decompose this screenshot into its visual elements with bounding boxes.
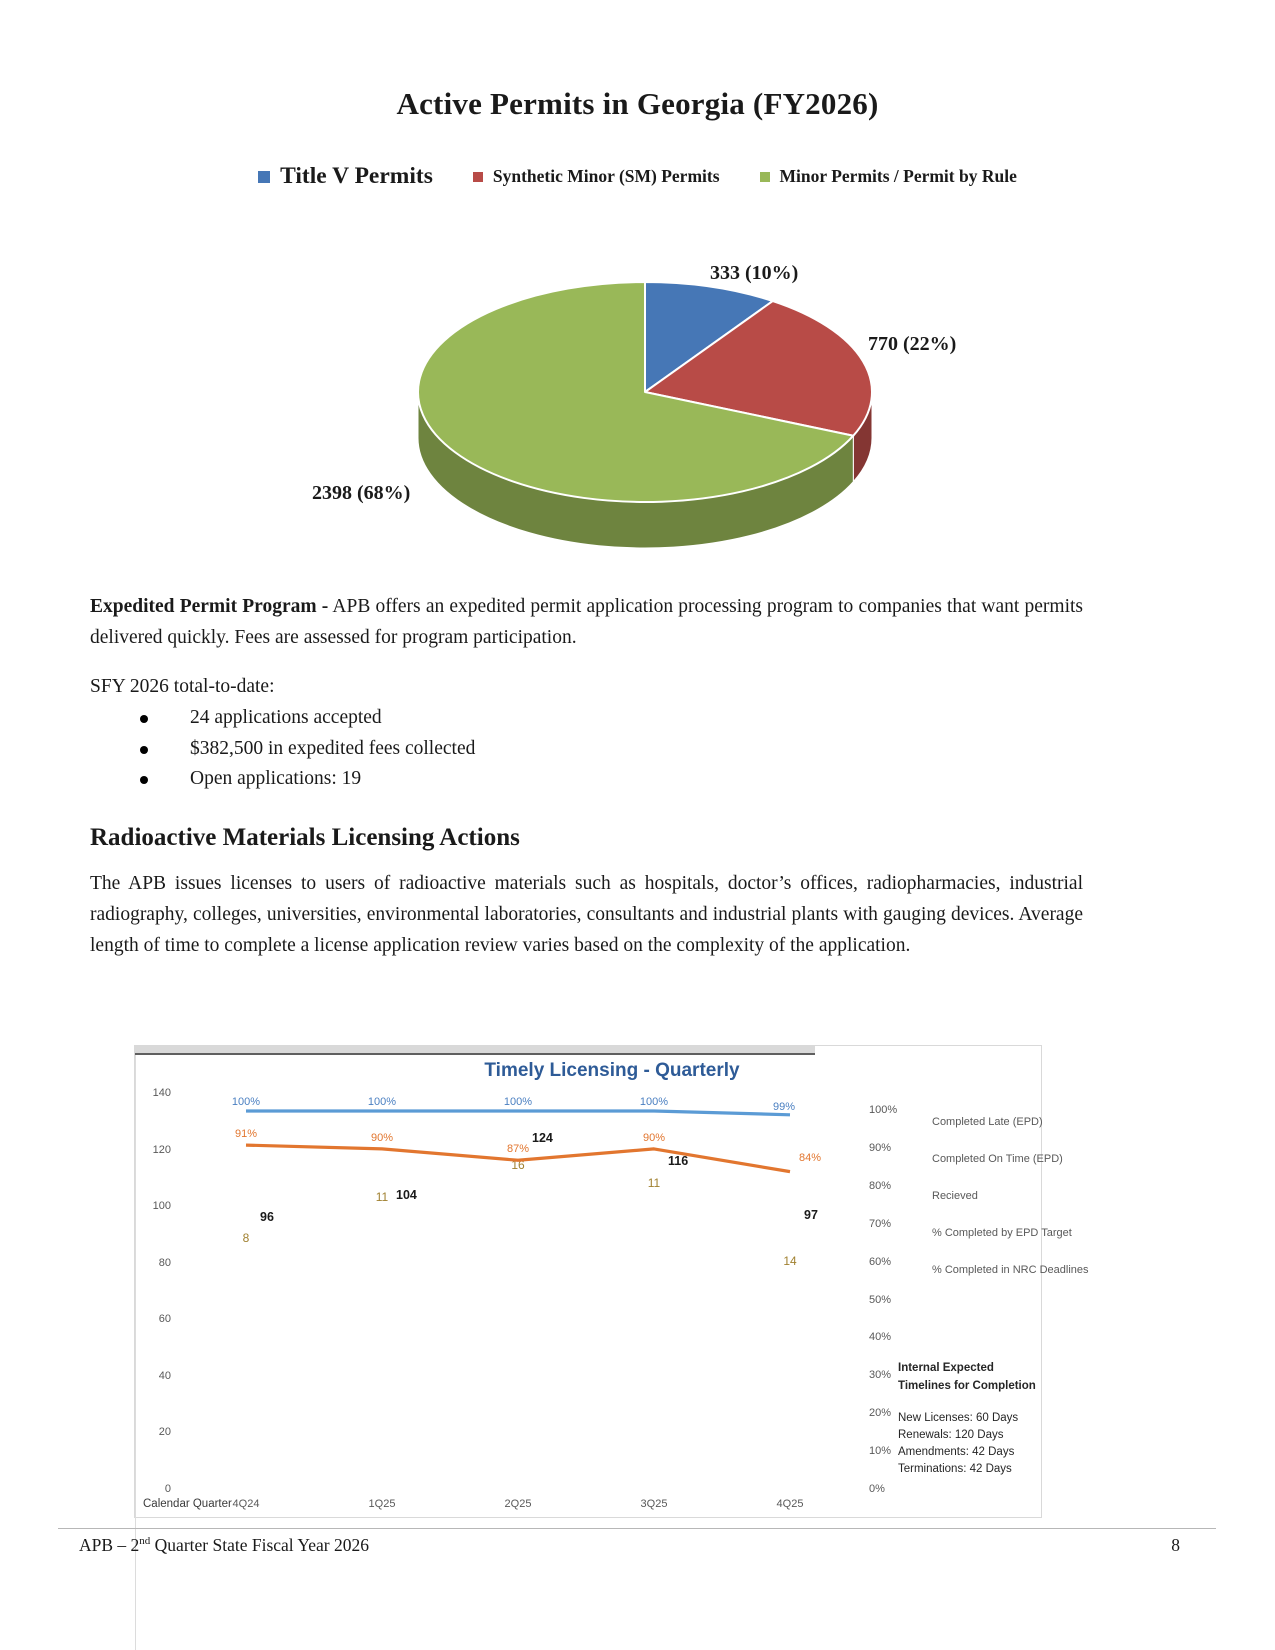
legend-label: % Completed by EPD Target — [932, 1227, 1072, 1239]
legend-label: Synthetic Minor (SM) Permits — [492, 166, 720, 186]
list-item: $382,500 in expedited fees collected — [190, 734, 475, 765]
left-axis-tick-label: 60 — [158, 1313, 171, 1326]
epd-target-point-label: 91% — [234, 1128, 258, 1141]
annotation-line: Renewals: 120 Days — [898, 1429, 1004, 1441]
chart-plot-area — [135, 1046, 1089, 1519]
right-axis-tick-label: 0% — [869, 1483, 885, 1495]
x-axis-category-label: 2Q25 — [504, 1498, 532, 1510]
legend-label: Completed Late (EPD) — [932, 1116, 1043, 1128]
bar-label-on-time: 107 — [507, 1331, 529, 1346]
annotation-line: Amendments: 42 Days — [898, 1446, 1015, 1458]
left-axis-tick-label: 100 — [152, 1200, 171, 1213]
pie-data-label: 2398 (68%) — [312, 482, 411, 504]
epd-target-point-label: 87% — [506, 1143, 530, 1156]
right-axis-tick-label: 30% — [869, 1369, 892, 1382]
radioactive-paragraph: The APB issues licenses to users of radioactive materials such as hospitals, doctor’s offices, radiopharmacies, industrial radiography, colleges, universities, environmental laboratories, consultants and industrial plants with gauging devices. Average length of time to complete a license application review varies based on the complexity of the application. — [90, 873, 1083, 956]
expedited-lead-bold: Expedited Permit Program - — [90, 596, 329, 617]
legend-label: Completed On Time (EPD) — [932, 1153, 1063, 1165]
right-axis-tick-label: 90% — [869, 1141, 892, 1154]
annotation-heading: Internal Expected — [898, 1362, 994, 1374]
timely-licensing-chart — [134, 1045, 1089, 1518]
received-value-label: 104 — [396, 1187, 417, 1202]
x-axis-category-label: 4Q25 — [776, 1498, 804, 1510]
left-axis-tick-label: 80 — [158, 1256, 171, 1269]
epd-target-point-label: 84% — [798, 1151, 822, 1164]
x-axis-category-label: 3Q25 — [640, 1498, 668, 1510]
pie-data-label: 333 (10%) — [710, 262, 799, 284]
nrc-deadline-line — [246, 1111, 790, 1115]
chart-title: Timely Licensing - Quarterly — [484, 1060, 740, 1081]
epd-target-point-label: 90% — [642, 1131, 666, 1144]
right-axis-tick-label: 80% — [869, 1179, 892, 1192]
left-axis-tick-label: 140 — [152, 1087, 171, 1099]
pie-data-label: 770 (22%) — [868, 333, 957, 355]
page-title: Active Permits in Georgia (FY2026) — [396, 86, 879, 121]
nrc-deadline-point-label: 100% — [231, 1096, 261, 1108]
list-item: Open applications: 19 — [190, 764, 475, 795]
x-axis-category-label: 4Q24 — [232, 1498, 260, 1510]
received-value-label: 97 — [804, 1207, 818, 1222]
annotation-line: New Licenses: 60 Days — [898, 1412, 1019, 1424]
bar-label-on-time: 74 — [783, 1378, 797, 1393]
left-axis-tick-label: 0 — [164, 1483, 171, 1495]
legend-label: Recieved — [932, 1190, 978, 1202]
nrc-deadline-point-label: 99% — [772, 1100, 796, 1113]
bar-label-late: 11 — [375, 1190, 389, 1205]
right-axis-tick-label: 100% — [869, 1104, 898, 1116]
nrc-deadline-point-label: 100% — [639, 1096, 669, 1108]
bar-label-on-time: 85 — [239, 1362, 253, 1377]
left-axis-tick-label: 120 — [152, 1143, 171, 1156]
right-axis-tick-label: 10% — [869, 1445, 892, 1458]
right-axis-tick-label: 70% — [869, 1217, 892, 1230]
sfy-total-line: SFY 2026 total-to-date: — [90, 676, 275, 697]
bar-label-late: 8 — [242, 1231, 250, 1246]
bar-label-late: 11 — [647, 1176, 661, 1191]
expedited-bullet-list — [190, 703, 475, 795]
x-axis-category-label: 1Q25 — [368, 1498, 396, 1510]
right-axis-tick-label: 60% — [869, 1255, 892, 1268]
bar-label-on-time: 98 — [375, 1344, 389, 1359]
bar-label-on-time: 103 — [643, 1337, 665, 1352]
annotation-line: Terminations: 42 Days — [898, 1463, 1012, 1475]
page-number: 8 — [1171, 1535, 1180, 1555]
right-axis-tick-label: 40% — [869, 1331, 892, 1344]
list-item: 24 applications accepted — [190, 703, 475, 734]
grid-line-vertical — [135, 1055, 136, 1451]
radioactive-heading: Radioactive Materials Licensing Actions — [90, 824, 520, 851]
nrc-deadline-point-label: 100% — [503, 1096, 533, 1108]
right-axis-tick-label: 20% — [869, 1407, 892, 1420]
footer-divider — [58, 1528, 1216, 1529]
received-value-label: 96 — [260, 1210, 274, 1225]
legend-label: Title V Permits — [280, 163, 433, 189]
expedited-paragraph — [90, 591, 1083, 653]
received-value-label: 124 — [532, 1131, 553, 1146]
pie-chart — [0, 0, 1275, 640]
page-footer — [79, 1535, 1180, 1556]
bar-label-late: 16 — [511, 1157, 525, 1172]
right-axis-tick-label: 50% — [869, 1293, 892, 1306]
nrc-deadline-point-label: 100% — [367, 1096, 397, 1108]
x-axis-title: Calendar Quarter — [143, 1498, 232, 1510]
legend-label: Minor Permits / Permit by Rule — [779, 166, 1017, 186]
left-axis-tick-label: 20 — [158, 1426, 171, 1439]
expedited-lead-rest: APB offers an expedited permit application processing program to companies that want permits delivered quickly. Fees are assessed for program participation. — [90, 596, 1084, 648]
bar-label-late: 14 — [783, 1253, 797, 1268]
grid-line-horizontal — [135, 1053, 815, 1055]
pie-svg — [300, 240, 1000, 570]
footer-text: APB – 2nd Quarter State Fiscal Year 2026 — [79, 1535, 370, 1555]
annotation-heading: Timelines for Completion — [898, 1380, 1036, 1392]
left-axis-tick-label: 40 — [158, 1369, 171, 1382]
received-value-label: 116 — [668, 1153, 689, 1168]
legend-label: % Completed in NRC Deadlines — [932, 1264, 1089, 1276]
epd-target-point-label: 90% — [370, 1131, 394, 1144]
